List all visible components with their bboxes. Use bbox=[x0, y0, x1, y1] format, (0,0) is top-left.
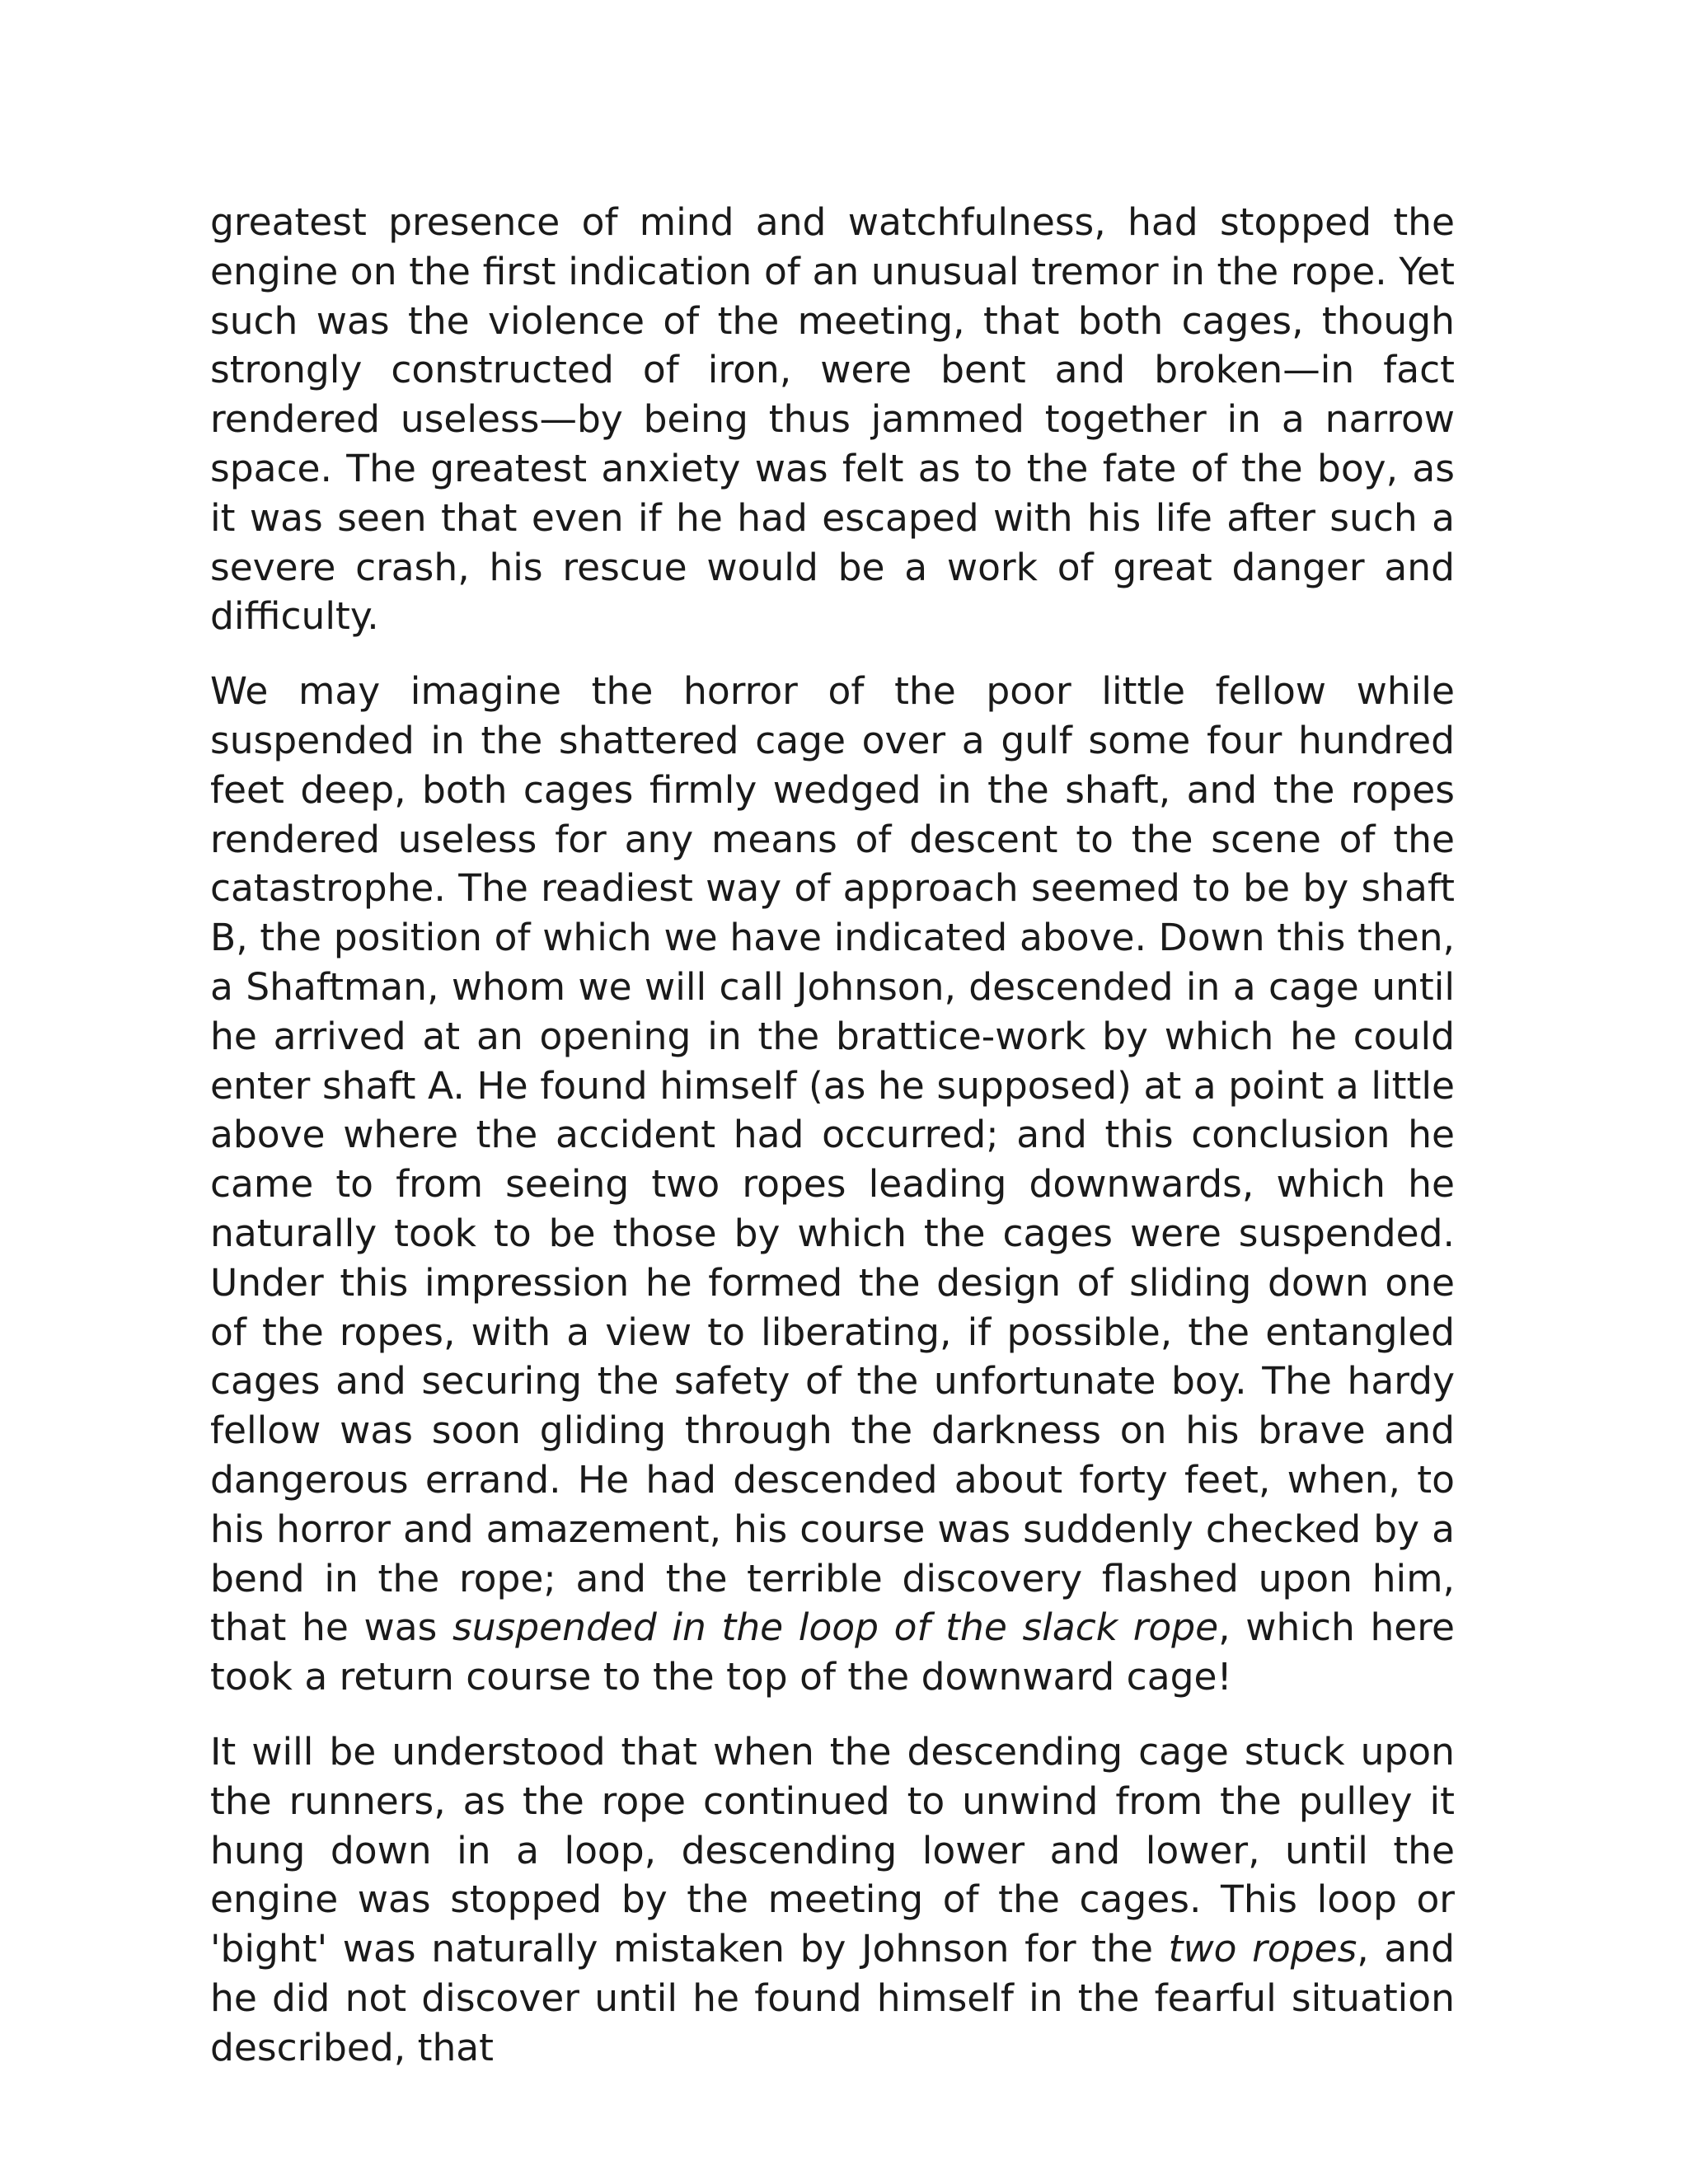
paragraph-text: We may imagine the horror of the poor little fellow while suspended in the shattered cage over a gulf some four hundred feet deep, both cages firmly wedged in the shaft, and the ropes rendered useless for any means of descent to the scene of the catastrophe. The readiest way of approach seemed to be by shaft B, the position of which we have indicated above. Down this then, a Shaftman, whom we will call Johnson, descended in a cage until he arrived at an opening in the brattice-work by which he could enter shaft A. He found himself (as he supposed) at a point a little above where the accident had occurred; and this conclusion he came to from seeing two ropes leading downwards, which he naturally took to be those by which the cages were suspended. Under this impression he formed the design of sliding down one of the ropes, with a view to liberating, if possible, the entangled cages and securing the safety of the unfortunate boy. The hardy fellow was soon gliding through the darkness on his brave and dangerous errand. He had descended about forty feet, when, to his horror and amazement, his course was suddenly checked by a bend in the rope; and the terrible discovery flashed upon him, that he was bbox=[210, 669, 1455, 1650]
paragraph-text: It will be understood that when the descending cage stuck upon the runners, as the rope continued to unwind from the pulley it hung down in a loop, descending lower and lower, until the engine was stopped by the meeting of the cages. This loop or 'bight' was naturally mistaken by Johnson for the bbox=[210, 1729, 1455, 1971]
italic-text: suspended in the loop of the slack rope bbox=[452, 1605, 1219, 1650]
page-body bbox=[210, 198, 1455, 2097]
paragraph-text: greatest presence of mind and watchfulness, had stopped the engine on the first indication of an unusual tremor in the rope. Yet such was the violence of the meeting, that both cages, though strongly constructed of iron, were bent and broken—in fact rendered useless—by being thus jammed together in a narrow space. The greatest anxiety was felt as to the fate of the boy, as it was seen that even if he had escaped with his life after such a severe crash, his rescue would be a work of great danger and difficulty. bbox=[210, 200, 1455, 639]
paragraph bbox=[210, 1727, 1455, 2073]
paragraph-text: , which here took a return course to the top of the downward cage! bbox=[210, 1605, 1455, 1699]
paragraph-text: , and he did not discover until he found himself in the fearful situation described, that bbox=[210, 1927, 1455, 2069]
paragraph bbox=[210, 667, 1455, 1702]
italic-text: two ropes bbox=[1168, 1927, 1357, 1971]
paragraph bbox=[210, 198, 1455, 641]
